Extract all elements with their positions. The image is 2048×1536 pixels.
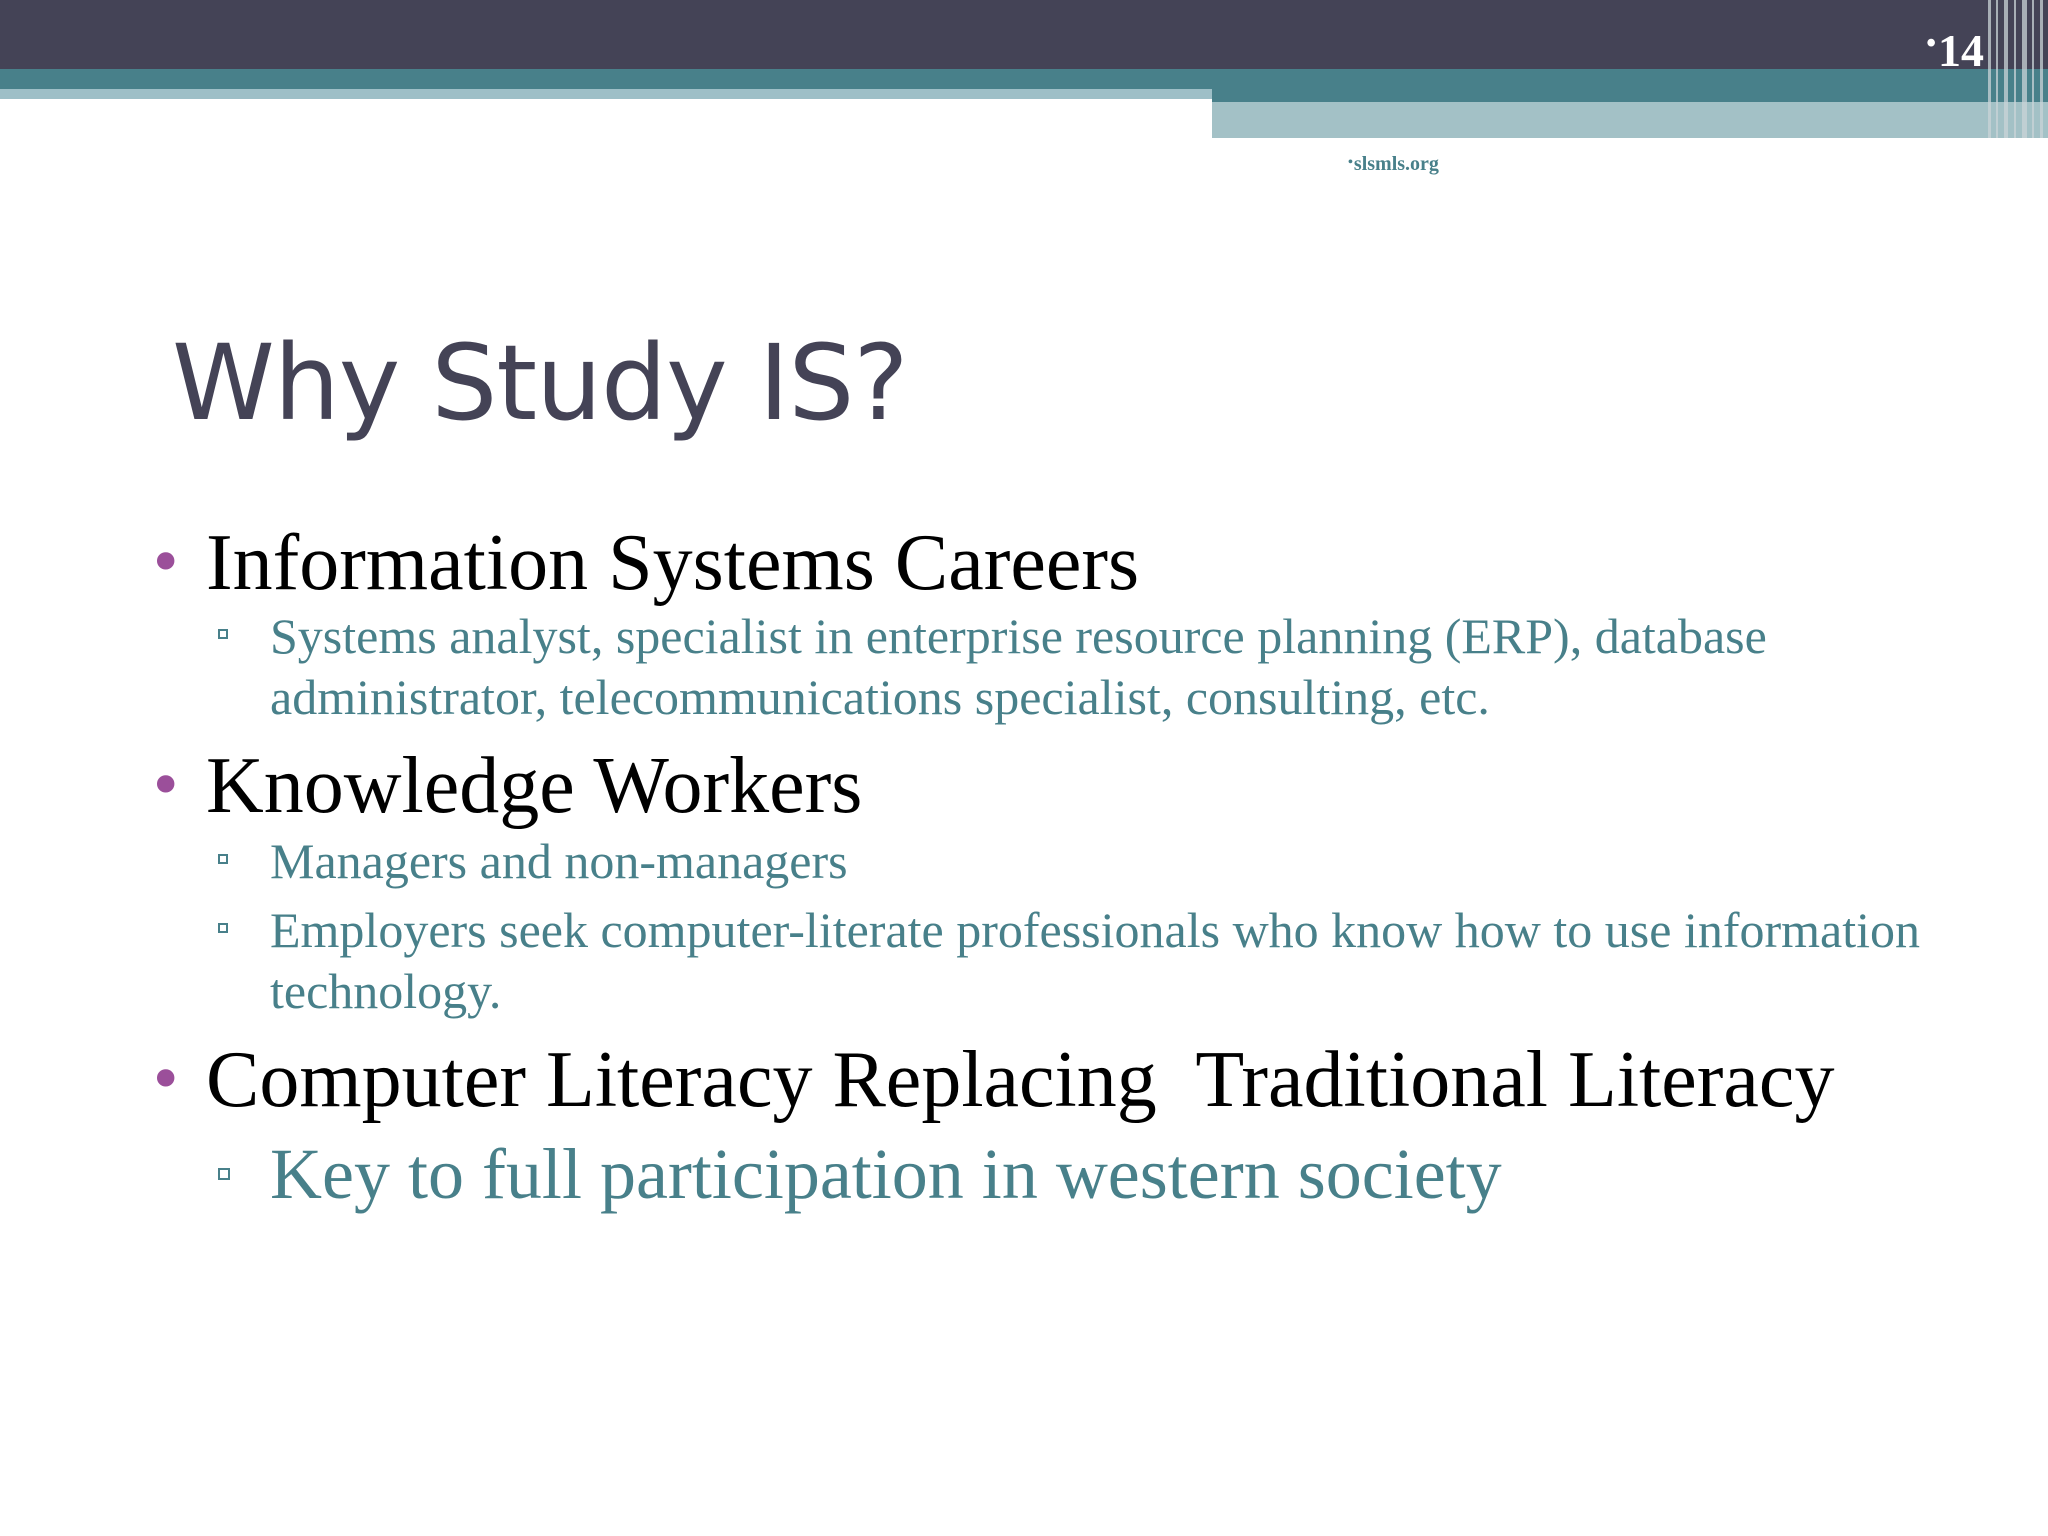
header-light-band-right <box>1212 102 2048 138</box>
decor-stripe <box>2032 0 2034 138</box>
header-bar <box>0 0 2048 69</box>
footer-url <box>1348 151 1439 176</box>
header-light-band-left <box>0 89 1212 99</box>
header-teal-band-right <box>1212 89 2048 102</box>
decor-stripe <box>1988 0 1991 138</box>
sub-bullet-item <box>148 831 1968 892</box>
bullet-text: Computer Literacy Replacing Traditional Literacy <box>206 1036 1835 1124</box>
bullet-dot-icon: • <box>148 528 184 598</box>
bullet-text: Knowledge Workers <box>206 742 863 830</box>
sub-bullet-item <box>148 606 1968 728</box>
decor-stripe <box>2014 0 2016 138</box>
bullet-dot-icon: • <box>1348 155 1353 170</box>
bullet-item <box>148 515 1968 612</box>
decor-stripe <box>1996 0 1998 138</box>
decor-stripe <box>2040 0 2043 138</box>
square-bullet-icon <box>218 629 228 639</box>
sub-bullet-text: Employers seek computer-literate professionals who know how to use information technology. <box>270 902 1920 1019</box>
decor-stripe <box>2004 0 2008 138</box>
slide-title: Why Study IS? <box>172 322 908 444</box>
slide-number <box>1926 14 1984 81</box>
square-bullet-icon <box>218 923 228 933</box>
square-bullet-icon <box>218 854 228 864</box>
bullet-dot-icon: • <box>148 751 184 821</box>
bullet-item <box>148 1032 1968 1129</box>
header-accent-band <box>0 69 2048 89</box>
sub-bullet-item <box>148 900 1968 1022</box>
bullet-dot-icon: • <box>1926 28 1936 59</box>
footer-url-text: slsmls.org <box>1353 153 1439 175</box>
bullet-text: Information Systems Careers <box>206 519 1140 607</box>
sub-bullet-item <box>148 1131 1968 1217</box>
sub-bullet-text: Managers and non-managers <box>270 833 848 889</box>
sub-bullet-text: Systems analyst, specialist in enterprise resource planning (ERP), database administrator, telecommunications specialist, consulting, etc. <box>270 608 1767 725</box>
slide-body <box>148 515 1968 1217</box>
square-bullet-icon <box>218 1168 230 1180</box>
bullet-dot-icon: • <box>148 1045 184 1115</box>
decor-stripe <box>2022 0 2027 138</box>
sub-bullet-text: Key to full participation in western society <box>270 1134 1502 1214</box>
slide-number-value: 14 <box>1938 25 1984 76</box>
bullet-item <box>148 738 1968 835</box>
